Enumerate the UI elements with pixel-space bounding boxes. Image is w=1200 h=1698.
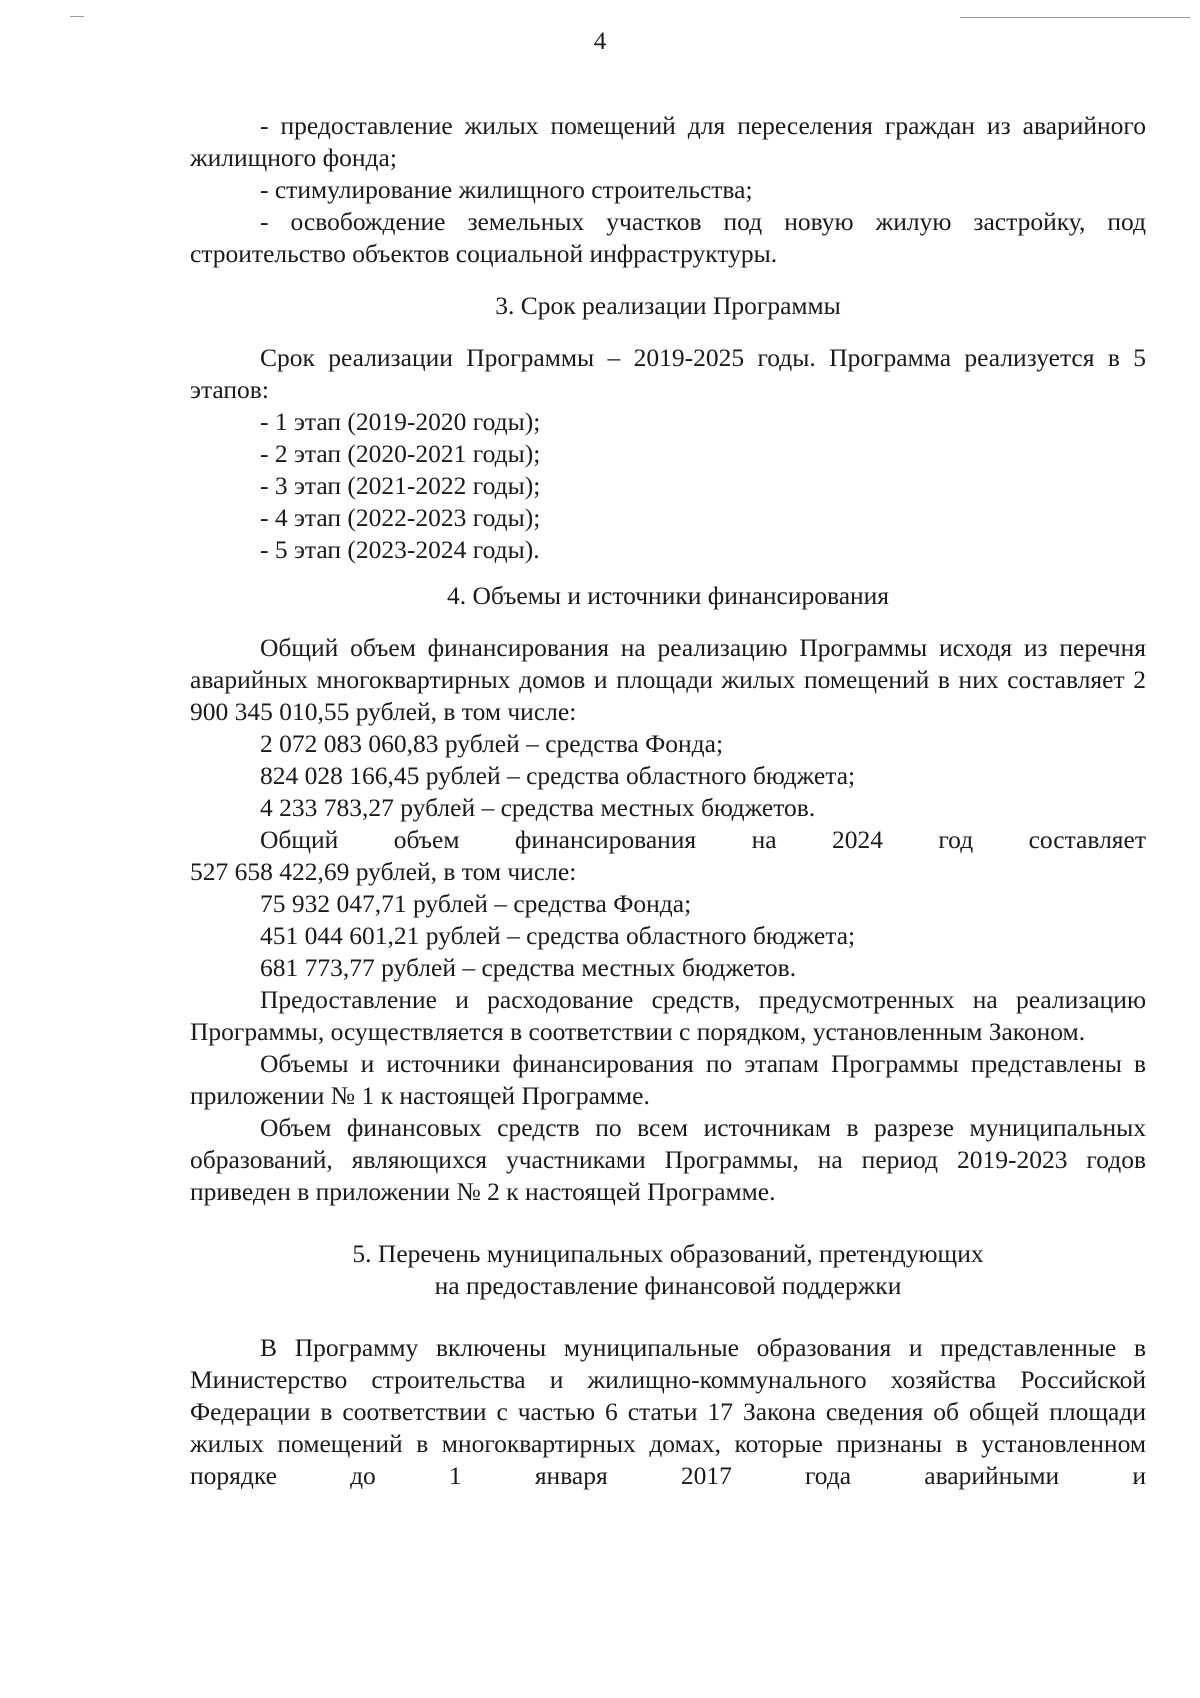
appendix-2-paragraph: Объем финансовых средств по всем источникам в разрезе муниципальных образований, являющихся участниками Программы, на период 2019-2023 годов приведен в приложении № 2 к настоящей Программе. <box>190 1113 1146 1206</box>
section-4-heading: 4. Объемы и источники финансирования <box>446 581 890 610</box>
intro-item: - освобождение земельных участков под новую жилую застройку, под строительство объектов социальной инфраструктуры. <box>190 207 1146 268</box>
stage-item: - 2 этап (2020-2021 годы); <box>260 439 541 468</box>
page-number: 4 <box>593 28 607 55</box>
year-funding-line: Общий объем финансирования на 2024 год составляет <box>260 825 1146 854</box>
section-5-heading-line-2: на предоставление финансовой поддержки <box>434 1271 902 1300</box>
stage-item: - 4 этап (2022-2023 годы); <box>260 503 541 532</box>
intro-item: - стимулирование жилищного строительства; <box>260 175 753 204</box>
scan-artifact-line <box>70 16 84 17</box>
year-funding-item: 75 932 047,71 рублей – средства Фонда; <box>260 889 692 918</box>
funding-item: 824 028 166,45 рублей – средства областного бюджета; <box>260 761 856 790</box>
year-funding-item: 681 773,77 рублей – средства местных бюджетов. <box>260 953 797 982</box>
year-funding-total: 527 658 422,69 рублей, в том числе: <box>190 857 577 886</box>
year-funding-item: 451 044 601,21 рублей – средства областного бюджета; <box>260 921 856 950</box>
scan-artifact-line <box>960 17 1190 18</box>
section-3-paragraph: Срок реализации Программы – 2019-2025 годы. Программа реализуется в 5 этапов: <box>190 343 1146 404</box>
stage-item: - 3 этап (2021-2022 годы); <box>260 471 541 500</box>
section-5-paragraph: В Программу включены муниципальные образования и представленные в Министерство строительства и жилищно-коммунального хозяйства Российской Федерации в соответствии с частью 6 статьи 17 Закона сведения об общей площади жилых помещений в многоквартирных домах, которые признаны в установленном порядке до 1 января 2017 года аварийными и <box>190 1333 1146 1490</box>
appendix-1-paragraph: Объемы и источники финансирования по этапам Программы представлены в приложении № 1 к настоящей Программе. <box>190 1049 1146 1110</box>
intro-item: - предоставление жилых помещений для переселения граждан из аварийного жилищного фонда; <box>190 111 1146 172</box>
section-3-heading: 3. Срок реализации Программы <box>495 291 841 320</box>
document-body <box>190 110 1146 1492</box>
provision-paragraph: Предоставление и расходование средств, предусмотренных на реализацию Программы, осуществляется в соответствии с порядком, установленным Законом. <box>190 985 1146 1046</box>
funding-item: 4 233 783,27 рублей – средства местных бюджетов. <box>260 793 816 822</box>
stage-item: - 5 этап (2023-2024 годы). <box>260 535 540 564</box>
section-5-heading-line-1: 5. Перечень муниципальных образований, претендующих <box>352 1239 984 1268</box>
stage-item: - 1 этап (2019-2020 годы); <box>260 407 541 436</box>
total-funding-paragraph: Общий объем финансирования на реализацию Программы исходя из перечня аварийных многоквартирных домов и площади жилых помещений в них составляет 2 900 345 010,55 рублей, в том числе: <box>190 633 1146 726</box>
funding-item: 2 072 083 060,83 рублей – средства Фонда; <box>260 729 724 758</box>
